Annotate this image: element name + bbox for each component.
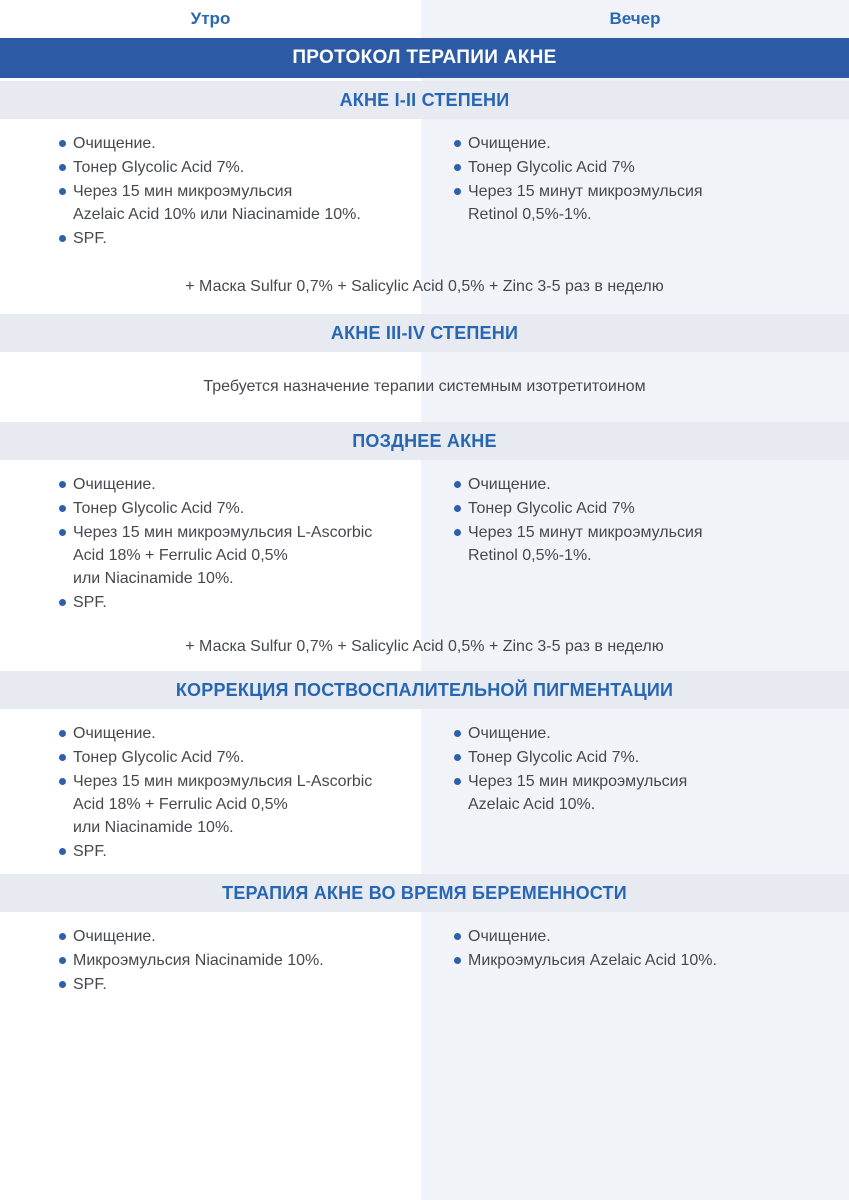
pregnancy-evening-column [421, 912, 849, 1005]
late-acne-evening-column [421, 460, 849, 623]
pregnancy-morning-list [59, 925, 407, 996]
section-heading-text: КОРРЕКЦИЯ ПОСТВОСПАЛИТЕЛЬНОЙ ПИГМЕНТАЦИИ [175, 679, 674, 700]
list-item [59, 227, 407, 250]
list-item [59, 949, 407, 972]
bullet-icon [59, 140, 66, 147]
bullet-icon [59, 529, 66, 536]
acne-1-2-morning-column [0, 119, 421, 259]
list-item [59, 156, 407, 179]
pigmentation-morning-column [0, 709, 421, 874]
section-heading-text: АКНЕ III-IV СТЕПЕНИ [330, 322, 519, 343]
list-item-text: SPF. [73, 976, 107, 993]
acne-1-2-morning-list [59, 132, 407, 250]
list-item [454, 497, 835, 520]
pregnancy-columns [0, 912, 849, 1005]
list-item [454, 180, 835, 226]
list-item [454, 770, 835, 816]
column-headers [0, 0, 849, 38]
list-item-text: Очищение. [468, 928, 551, 945]
list-item-text: SPF. [73, 230, 107, 247]
bullet-icon [454, 933, 461, 940]
late-acne-mask-footnote: + Маска Sulfur 0,7% + Salicylic Acid 0,5% + Zinc 3-5 раз в неделю [185, 638, 664, 655]
bullet-icon [454, 188, 461, 195]
bullet-icon [59, 778, 66, 785]
bullet-icon [59, 957, 66, 964]
list-item-text: Микроэмульсия Niacinamide 10%. [73, 952, 324, 969]
list-item-text: Тонер Glycolic Acid 7%. [468, 749, 640, 766]
list-item [454, 949, 835, 972]
bullet-icon [454, 140, 461, 147]
list-item-text: Тонер Glycolic Acid 7%. [73, 159, 245, 176]
acne-1-2-evening-list [454, 132, 835, 226]
list-item [59, 180, 407, 226]
bullet-icon [59, 754, 66, 761]
section-heading-acne-3-4 [0, 314, 849, 352]
acne-1-2-evening-column [421, 119, 849, 259]
bullet-icon [454, 754, 461, 761]
section-heading-pigmentation [0, 671, 849, 709]
list-item [454, 521, 835, 567]
pigmentation-morning-list [59, 722, 407, 863]
late-acne-morning-list [59, 473, 407, 614]
list-item-text: SPF. [73, 843, 107, 860]
list-item [454, 925, 835, 948]
list-item [59, 521, 407, 590]
section-heading-acne-1-2 [0, 81, 849, 119]
bullet-icon [454, 481, 461, 488]
list-item [59, 473, 407, 496]
list-item [454, 722, 835, 745]
list-item-text: Через 15 мин микроэмульсия Azelaic Acid 10%. [468, 773, 688, 813]
pigmentation-evening-column [421, 709, 849, 874]
late-acne-evening-list [454, 473, 835, 567]
acne-1-2-mask-footnote: + Маска Sulfur 0,7% + Salicylic Acid 0,5% + Zinc 3-5 раз в неделю [185, 277, 664, 295]
list-item-text: Тонер Glycolic Acid 7% [468, 500, 635, 517]
list-item [454, 746, 835, 769]
list-item [59, 973, 407, 996]
section-heading-text: ПОЗДНЕЕ АКНЕ [352, 430, 497, 451]
list-item-text: Через 15 минут микроэмульсия Retinol 0,5%-1%. [468, 183, 703, 223]
list-item [59, 591, 407, 614]
list-item-text: Тонер Glycolic Acid 7%. [73, 500, 245, 517]
list-item-text: Через 15 мин микроэмульсия Azelaic Acid 10% или Niacinamide 10%. [73, 183, 361, 223]
bullet-icon [59, 164, 66, 171]
list-item-text: Очищение. [468, 135, 551, 152]
list-item-text: SPF. [73, 594, 107, 611]
bullet-icon [59, 235, 66, 242]
list-item-text: Очищение. [73, 476, 156, 493]
bullet-icon [59, 848, 66, 855]
bullet-icon [59, 599, 66, 606]
section-acne-1-2-columns [0, 119, 849, 259]
bullet-icon [59, 505, 66, 512]
bullet-icon [454, 529, 461, 536]
late-acne-columns [0, 460, 849, 623]
section-heading-pregnancy [0, 874, 849, 912]
bullet-icon [454, 730, 461, 737]
pregnancy-morning-column [0, 912, 421, 1005]
section-heading-text: АКНЕ I-II СТЕПЕНИ [339, 89, 510, 110]
list-item [59, 132, 407, 155]
bullet-icon [59, 981, 66, 988]
pregnancy-evening-list [454, 925, 835, 972]
list-item [59, 497, 407, 520]
list-item [59, 722, 407, 745]
bullet-icon [59, 481, 66, 488]
list-item [59, 925, 407, 948]
bullet-icon [454, 164, 461, 171]
bullet-icon [59, 933, 66, 940]
list-item-text: Тонер Glycolic Acid 7% [468, 159, 635, 176]
bullet-icon [59, 188, 66, 195]
column-header-evening [421, 0, 849, 38]
bullet-icon [454, 957, 461, 964]
list-item-text: Очищение. [73, 725, 156, 742]
list-item [59, 770, 407, 839]
acne-3-4-note: Требуется назначение терапии системным изотретитоином [203, 378, 646, 395]
morning-label: Утро [190, 9, 231, 28]
list-item [454, 156, 835, 179]
column-header-morning [0, 0, 421, 38]
list-item-text: Очищение. [468, 476, 551, 493]
list-item [454, 132, 835, 155]
section-heading-text: ТЕРАПИЯ АКНЕ ВО ВРЕМЯ БЕРЕМЕННОСТИ [222, 882, 627, 903]
list-item-text: Через 15 мин микроэмульсия L-Ascorbic Acid 18% + Ferrulic Acid 0,5% или Niacinamide 10%. [73, 524, 373, 587]
pigmentation-evening-list [454, 722, 835, 816]
list-item [59, 746, 407, 769]
evening-label: Вечер [609, 9, 661, 28]
pigmentation-columns [0, 709, 849, 874]
bullet-icon [454, 505, 461, 512]
list-item [454, 473, 835, 496]
list-item-text: Очищение. [73, 928, 156, 945]
bullet-icon [59, 730, 66, 737]
list-item-text: Очищение. [73, 135, 156, 152]
list-item-text: Через 15 минут микроэмульсия Retinol 0,5%-1%. [468, 524, 703, 564]
bullet-icon [454, 778, 461, 785]
list-item-text: Тонер Glycolic Acid 7%. [73, 749, 245, 766]
list-item-text: Через 15 мин микроэмульсия L-Ascorbic Acid 18% + Ferrulic Acid 0,5% или Niacinamide 10%. [73, 773, 373, 836]
section-heading-late-acne [0, 422, 849, 460]
list-item-text: Микроэмульсия Azelaic Acid 10%. [468, 952, 717, 969]
list-item [59, 840, 407, 863]
late-acne-morning-column [0, 460, 421, 623]
document-title-bar [0, 38, 849, 78]
list-item-text: Очищение. [468, 725, 551, 742]
document-title: ПРОТОКОЛ ТЕРАПИИ АКНЕ [292, 47, 557, 68]
